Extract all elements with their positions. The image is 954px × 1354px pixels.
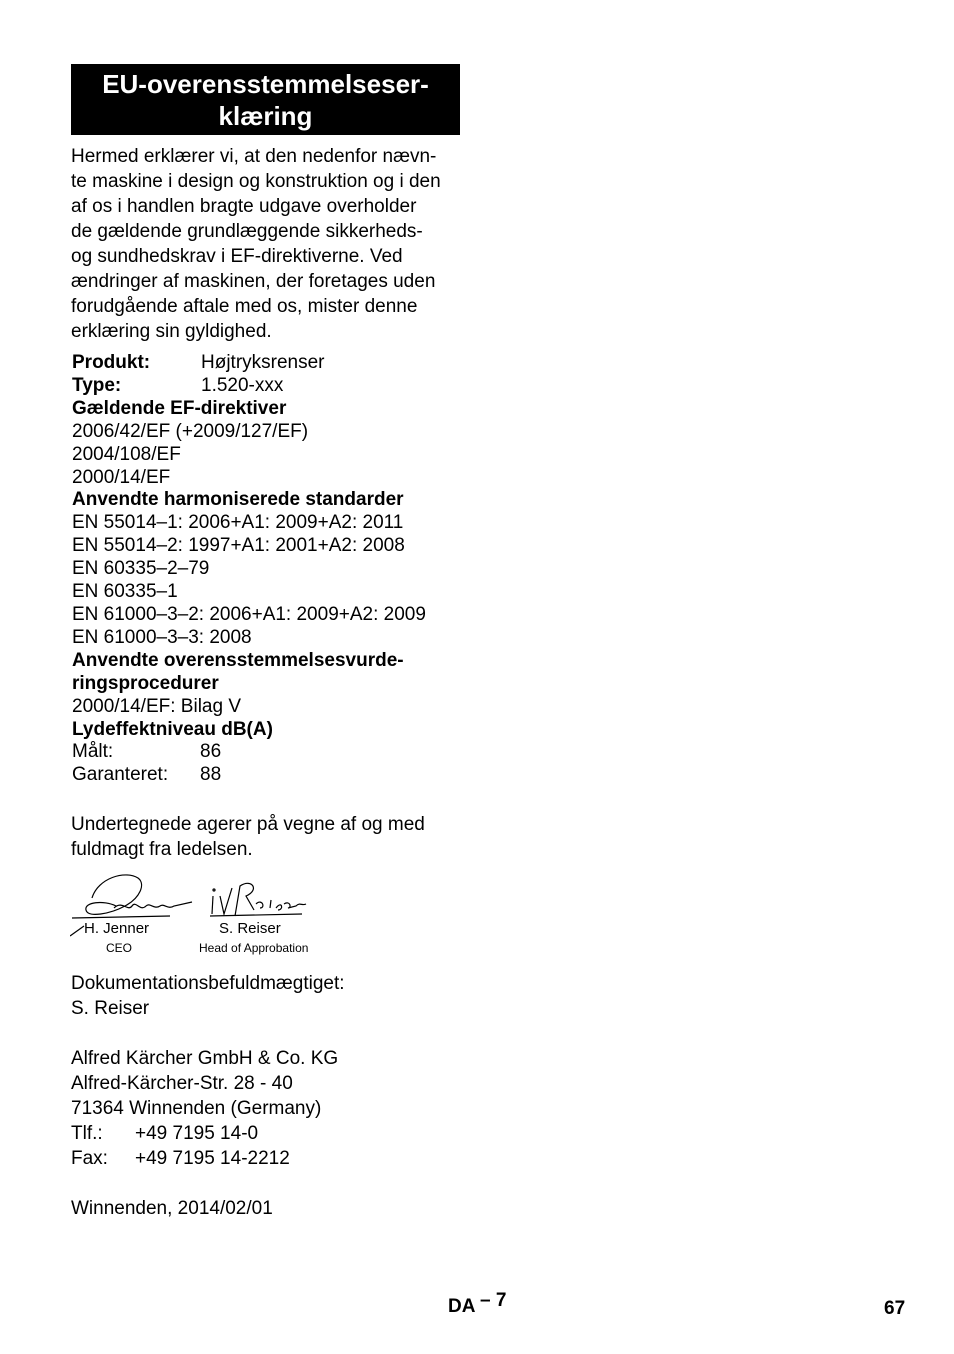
signature-reiser	[210, 883, 306, 916]
signatory-2-name: S. Reiser	[219, 920, 281, 937]
directive-item: 2004/108/EF	[72, 443, 181, 465]
signatory-line: Undertegnede agerer på vegne af og med	[71, 814, 425, 835]
intro-line: forudgående aftale med os, mister denne	[71, 296, 418, 317]
footer-section-label	[448, 1290, 507, 1318]
directive-item: 2006/42/EF (+2009/127/EF)	[72, 420, 309, 442]
footer-dash: –	[480, 1290, 491, 1311]
intro-line: Hermed erklærer vi, at den nedenfor nævn-	[71, 146, 437, 167]
signatory-statement	[71, 812, 425, 862]
standard-item: EN 55014–2: 1997+A1: 2001+A2: 2008	[72, 535, 405, 557]
signatory-2-role: Head of Approbation	[199, 941, 309, 955]
product-label: Produkt:	[72, 352, 151, 373]
specifications-block	[72, 352, 472, 787]
documentation-block	[71, 971, 345, 1021]
sound-guaranteed-label: Garanteret:	[72, 764, 169, 786]
documentation-name: S. Reiser	[71, 998, 150, 1019]
company-city: 71364 Winnenden (Germany)	[71, 1098, 322, 1119]
signatures-block	[70, 868, 370, 958]
procedures-heading-line-2: ringsprocedurer	[72, 672, 219, 694]
sound-measured-label: Målt:	[72, 741, 114, 763]
phone-row	[71, 1121, 338, 1146]
intro-line: de gældende grundlæggende sikkerheds-	[71, 221, 423, 242]
type-label: Type:	[72, 374, 122, 396]
sound-measured-row	[72, 741, 472, 764]
phone-label: Tlf.:	[71, 1123, 103, 1144]
standard-item: EN 61000–3–2: 2006+A1: 2009+A2: 2009	[72, 603, 426, 625]
intro-paragraph	[71, 144, 463, 344]
signatory-1-name: H. Jenner	[84, 920, 150, 937]
standards-heading: Anvendte harmoniserede standarder	[72, 489, 404, 511]
intro-line: te maskine i design og konstruktion og i den	[71, 171, 441, 192]
fax-row	[71, 1146, 338, 1171]
intro-line: ændringer af maskinen, der foretages uden	[71, 271, 436, 292]
standard-item: EN 60335–2–79	[72, 558, 210, 580]
standard-item: EN 61000–3–3: 2008	[72, 626, 252, 648]
sound-guaranteed-row	[72, 764, 472, 787]
fax-value: +49 7195 14-2212	[135, 1148, 290, 1169]
place-date: Winnenden, 2014/02/01	[71, 1198, 273, 1219]
intro-line: af os i handlen bragte udgave overholder	[71, 196, 417, 217]
company-name: Alfred Kärcher GmbH & Co. KG	[71, 1048, 339, 1069]
type-row	[72, 375, 472, 398]
signatory-line: fuldmagt fra ledelsen.	[71, 839, 253, 860]
intro-line: og sundhedskrav i EF-direktiverne. Ved	[71, 246, 403, 267]
company-street: Alfred-Kärcher-Str. 28 - 40	[71, 1073, 293, 1094]
standard-item: EN 55014–1: 2006+A1: 2009+A2: 2011	[72, 512, 404, 534]
phone-value: +49 7195 14-0	[135, 1123, 259, 1144]
page-title-line-1: EU-overensstemmelseser-	[102, 68, 429, 99]
company-address	[71, 1046, 338, 1171]
procedures-heading-line-1: Anvendte overensstemmelsesvurde-	[72, 649, 404, 671]
type-value: 1.520-xxx	[201, 374, 284, 396]
footer-section-number: 7	[495, 1290, 507, 1311]
product-row	[72, 352, 472, 375]
sound-heading: Lydeffektniveau dB(A)	[72, 718, 273, 740]
intro-line: erklæring sin gyldighed.	[71, 321, 272, 342]
directive-item: 2000/14/EF	[72, 466, 171, 488]
documentation-label: Dokumentationsbefuldmægtiget:	[71, 973, 345, 994]
product-value: Højtryksrenser	[201, 352, 325, 373]
page-title	[71, 64, 460, 135]
page-title-line-2: klæring	[218, 100, 313, 131]
signatory-1-role: CEO	[106, 941, 133, 955]
page-number: 67	[884, 1298, 906, 1319]
sound-guaranteed-value: 88	[200, 764, 222, 786]
directives-heading: Gældende EF-direktiver	[72, 397, 287, 419]
sound-measured-value: 86	[200, 741, 222, 763]
standard-item: EN 60335–1	[72, 581, 178, 603]
fax-label: Fax:	[71, 1148, 108, 1169]
footer-language: DA	[448, 1296, 475, 1317]
procedures-value: 2000/14/EF: Bilag V	[72, 695, 241, 717]
